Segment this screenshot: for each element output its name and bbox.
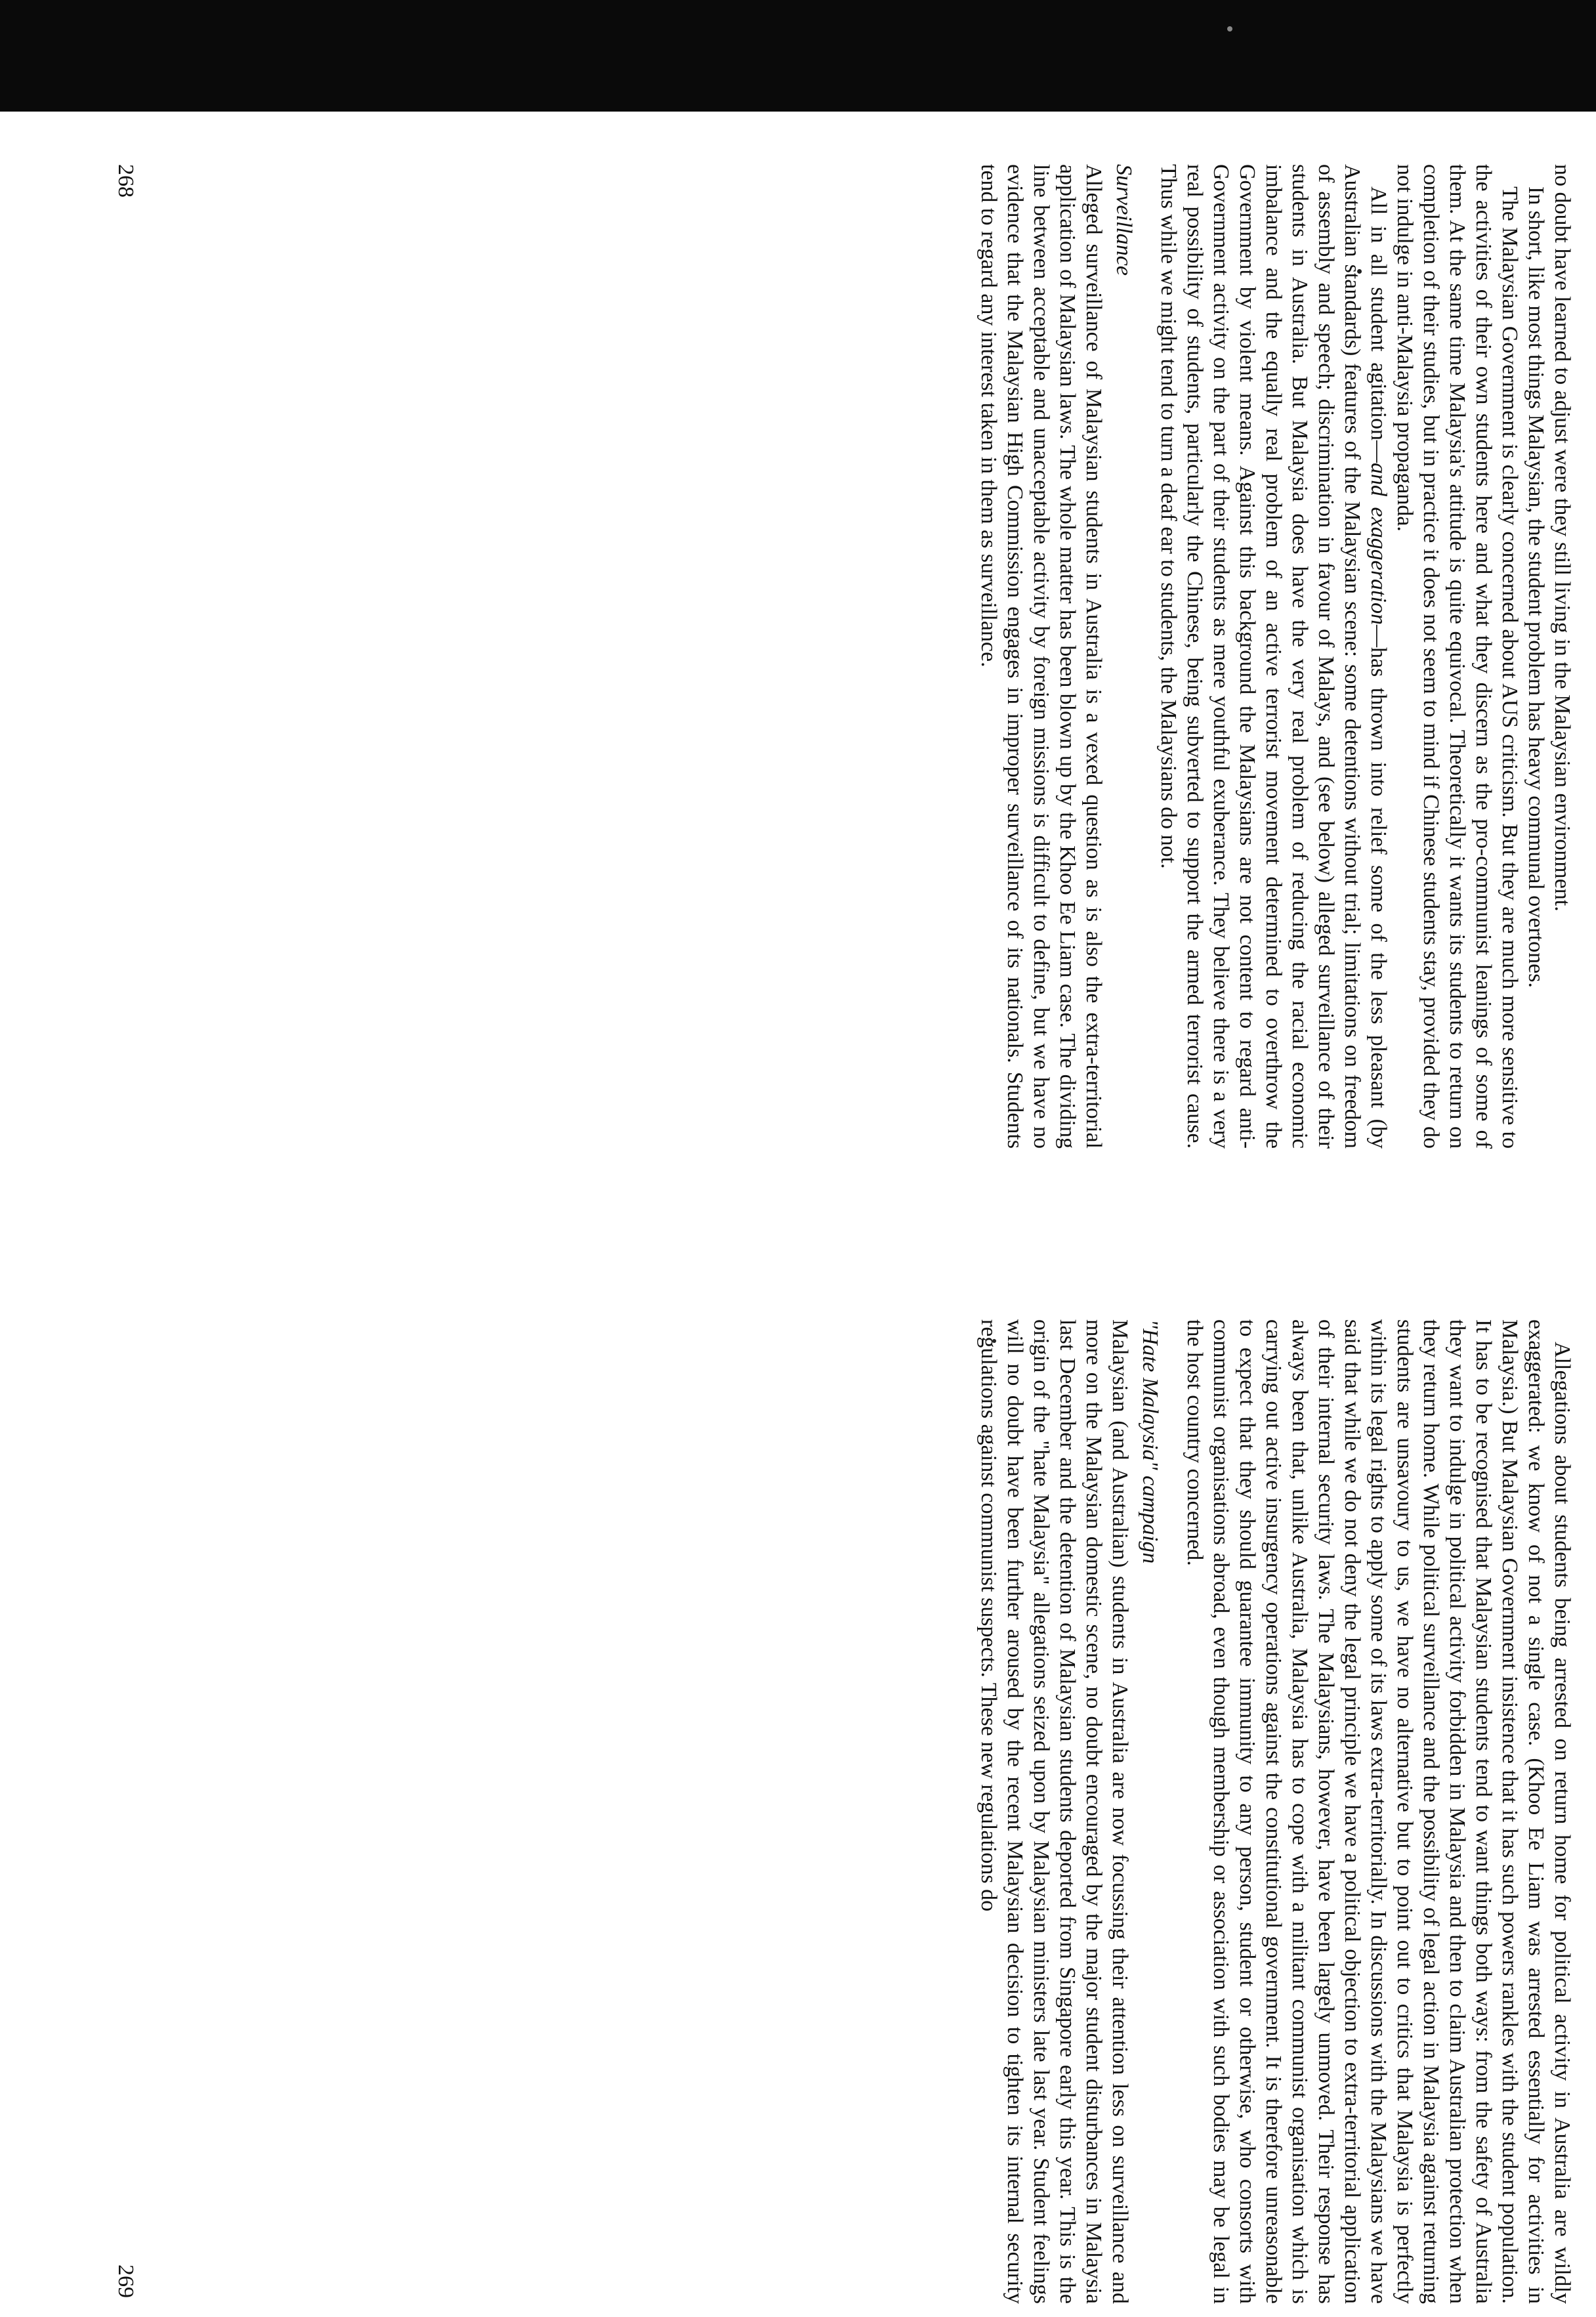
section-heading: "Hate Malaysia" campaign [1138,1319,1162,1564]
paragraph: Allegations about students being arrested on return home for political activity in Australia are wildly exaggerated: we know of not a single case. (Khoo Ee Liam was arrested essentially for activities in Malaysia.) But Malaysian Government insistence that it has such powers rankles with the student population. It has to be recognised that Malaysian students tend to want things both ways: from the safety of Australia they want to indulge in political activity forbidden in Malaysia and then to claim Australian protection when they return home. While political surveillance and the possibility of legal action in Malaysia against returning students are unsavoury to us, we have no alternative but to point out to critics that Malaysia is perfectly within its legal rights to apply some of its laws extra-territorially. In discussions with the Malaysians we have said that while we do not deny the legal principle we have a political objection to extra-territorial application of their internal security laws. The Malaysians, however, have been largely unmoved. Their response has always been that, unlike Australia, Malaysia has to cope with a militant communist organisation which is carrying out active insurgency operations against the constitutional government. It is therefore unreasonable to expect that they should guarantee immunity to any person, student or otherwise, who consorts with communist organisations abroad, even though membership or association with such bodies may be legal in the host country concerned. [1183,1319,1574,2304]
paragraph-segment: All in all student agitation— [1366,186,1391,463]
paragraph: no doubt have learned to adjust were they still living in the Malaysian environment. [1550,164,1574,912]
paragraph: Malaysian (and Australian) students in Australia are now focussing their attention less on surveillance and more on the Malaysian domestic scene, no doubt encouraged by the major student disturbances in Malaysia last December and the detention of Malaysian students deported from Singapore early this year. This is the origin of the "hate Malaysia" allegations seized upon by Malaysian ministers late last year. Student feelings will no doubt have been further aroused by the recent Malaysian decision to tighten its internal security regulations against communist suspects. These new regulations do [976,1319,1132,2304]
page-number: 268 [114,164,138,198]
scanner-edge-bar [0,0,1596,112]
scan-speck [1227,26,1232,32]
paragraph: Alleged surveillance of Malaysian students in Australia is a vexed question as is also the extra-territorial application of Malaysian laws. The whole matter has been blown up by the Khoo Ee Liam case. The dividing line between acceptable and unacceptable activity by foreign missions is difficult to define, but we have no evidence that the Malaysian High Commission engages in improper surveillance of its nationals. Students tend to regard any interest taken in them as surveillance. [976,164,1106,1149]
section-heading: Surveillance [1112,164,1136,276]
italic-phrase: and exaggeration [1366,463,1391,625]
paragraph-segment: —has thrown into relief some of the less pleasant (by Australian standards) features of the Malaysian scene: some detentions without trial; limitations on freedom of assembly and speech; discrimination in favour of Malays, and (see below) alleged surveillance of their students in Australia. But Malaysia does have the very real problem of reducing the racial economic imbalance and the equally real problem of an active terrorist movement determined to overthrow the Government by violent means. Against this background the Malaysians are not content to regard anti-Government activity on the part of their students as mere youthful exuberance. They believe there is a very real possibility of students, particularly the Chinese, being subverted to support the armed terrorist cause. Thus while we might tend to turn a deaf ear to students, the Malaysians do not. [1156,164,1391,1149]
left-page [98,151,1575,1162]
book-spread [98,151,1575,2317]
paragraph: In short, like most things Malaysian, the student problem has heavy communal overtones. [1524,186,1548,988]
page-number: 269 [114,2264,138,2298]
right-page-text [975,1319,1575,2304]
right-page [98,1306,1575,2317]
paragraph [1155,164,1391,1149]
paragraph: The Malaysian Government is clearly concerned about AUS criticism. But they are much more sensitive to the activities of their own students here and what they discern as the pro-communist leanings of some of them. At the same time Malaysia's attitude is quite equivocal. Theoretically it wants its students to return on completion of their studies, but in practice it does not seem to mind if Chinese students stay, provided they do not indulge in anti-Malaysia propaganda. [1393,164,1522,1149]
left-page-text [975,164,1575,1149]
